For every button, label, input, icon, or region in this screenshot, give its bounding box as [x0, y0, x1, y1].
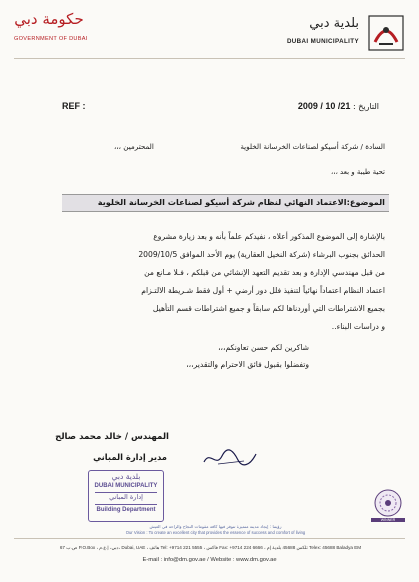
stamp-arabic: بلدية دبي: [111, 472, 141, 481]
paragraph-line: و دراسات البناء..: [331, 322, 385, 331]
paragraph-line: من قبل مهندسي الإدارة و بعد تقديم التعهد الإنشائي من قبلكم ، فـلا مـانع من: [144, 268, 385, 277]
paragraph-line: اعتماد النظام اعتماداً نهائياً لتنفيذ فلل دور أرضي + أول فقط شـريطة الالتـزام: [141, 286, 385, 295]
award-badge: [371, 488, 405, 532]
footer-divider: [14, 538, 405, 539]
date-line: [298, 101, 379, 111]
thanks-line: شاكرين لكم حسن تعاونكم،،،: [218, 343, 309, 352]
contact-line: ص.ب 67 P.O.Box ، دبي، إ.ع.م، Dubai, UAE ، هاتف Tel: +9714 221 5555 ، فاكس Fax: +9714 224 6666 ، تلكس 45688 بلدية إم Telex: 45688 Baladya EM: [59, 545, 362, 550]
stamp-english: DUBAI MUNICIPALITY: [94, 483, 158, 489]
closing-line: وتفضلوا بقبول فائق الاحترام والتقدير،،،: [186, 360, 309, 369]
vision-english: Our Vision : To create an excellent city that provides the essence of success and comfort of living: [125, 530, 306, 535]
date-value: 2009 / 10 /21: [297, 101, 351, 111]
subject-box: [62, 194, 389, 212]
date-label: التاريخ :: [352, 102, 379, 111]
signer-position: مدير إدارة المباني: [93, 452, 167, 462]
dm-arabic-name: بلدية دبي: [309, 16, 359, 31]
award-emblem-icon: [371, 488, 405, 518]
dm-english-name: DUBAI MUNICIPALITY: [286, 38, 359, 45]
honorific: المحترمين ،،،: [114, 142, 154, 151]
greeting: تحية طيبة و بعد ،،،: [331, 168, 385, 176]
ref-label: REF :: [62, 101, 86, 111]
vision-arabic: رؤيتنا : إيجاد مدينة متميزة تتوفر فيها كافة مقومات النجاح والراحة في العيش: [149, 524, 282, 529]
government-of-dubai-logo: [14, 10, 88, 42]
award-label: WINNER: [371, 518, 405, 522]
stamp-department-arabic: إدارة المباني: [95, 492, 157, 505]
header-divider: [14, 58, 405, 59]
signer-name: المهندس / خالد محمد صالح: [55, 432, 169, 442]
paragraph-line: بالإشارة إلى الموضوع المذكور أعلاه ، نفيدكم علماً بأنه و بعد زيارة مشروع: [153, 232, 385, 241]
paragraph-line: بجميع الاشتراطات التي أوردناها لكم سابقاً و جميع اشتراطات قسم التأهيل: [152, 304, 385, 313]
handwritten-signature-icon: [200, 446, 260, 470]
subject-line: الموضوع:الاعتماد النهائي لنظام شركة أسيكو لصناعات الخرسانة الخلوية: [97, 197, 385, 207]
gov-arabic-name: حكومة دبي: [14, 10, 84, 28]
dubai-municipality-logo: [261, 14, 411, 54]
official-stamp: [88, 470, 164, 522]
gov-english-name: GOVERNMENT OF DUBAI: [14, 36, 88, 42]
paragraph-line: الحدائق بجنوب البرشاء (شركة النخيل العقارية) يوم الأحد الموافق 2009/10/5: [138, 250, 385, 259]
stamp-department: Building Department: [96, 507, 156, 513]
addressee: السادة / شركة أسيكو لصناعات الخرسانة الخلوية: [240, 142, 385, 151]
dm-emblem-icon: [367, 14, 405, 52]
web-line: E-mail : info@dm.gov.ae / Website : www.dm.gov.ae: [142, 557, 277, 563]
